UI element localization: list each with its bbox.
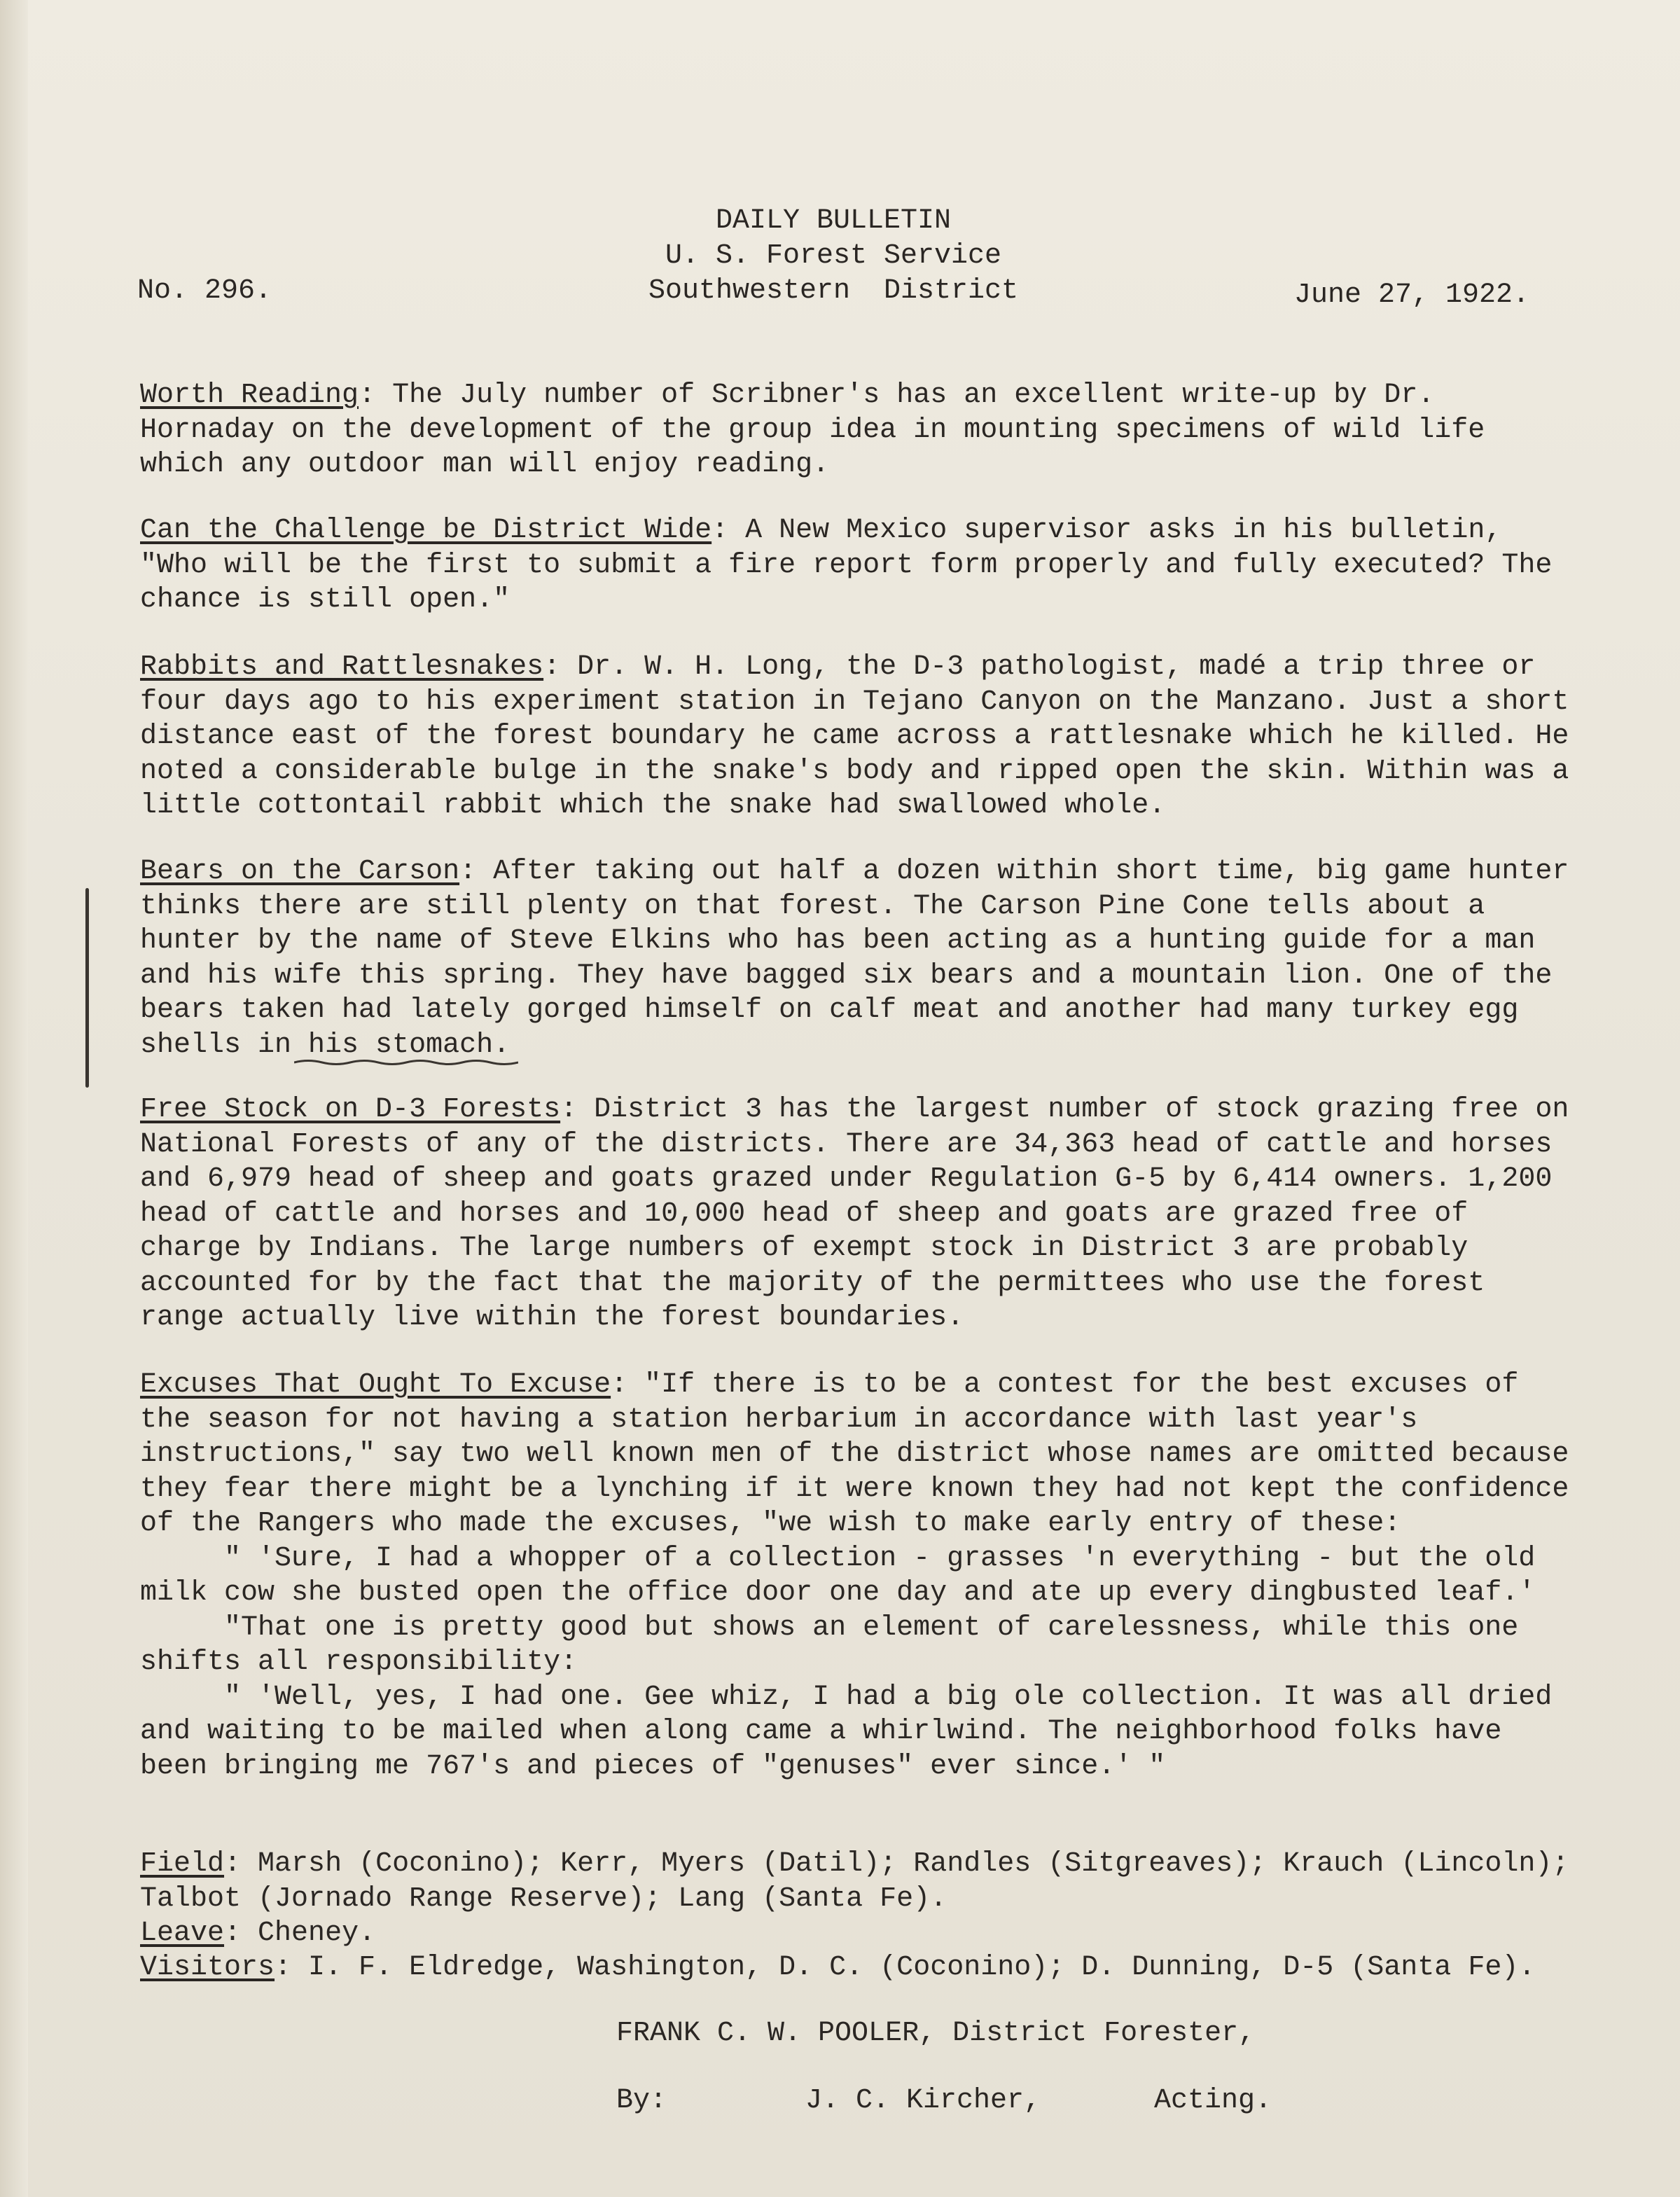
page-edge-shadow bbox=[0, 0, 28, 2197]
visitors-label: Visitors bbox=[140, 1952, 275, 1983]
signature-name: FRANK C. W. POOLER, District Forester, bbox=[616, 2018, 1256, 2049]
excuses-intro: "If there is to be a contest for the best excuses of the season for not having a station herbarium in accordance with last year's instructions," say two well known men of the district whose names are omitted because they fear there might be a lynching if it were known they had not kept the confidence of the Rangers who made the excuses, "we wish to make early entry of these: bbox=[140, 1369, 1569, 1539]
bulletin-title: DAILY BULLETIN bbox=[715, 205, 952, 237]
signature-by: By: bbox=[616, 2085, 667, 2116]
item-text: The July number of Scribner's has an excellent write-up by Dr. Hornaday on the development of the group idea in mounting specimens of wild life which any outdoor man will enjoy reading. bbox=[140, 380, 1485, 480]
item-worth-reading: Worth Reading: The July number of Scribner's has an excellent write-up by Dr. Hornaday on the development of the group idea in mounting specimens of wild life which any outdoor man will enjoy reading. bbox=[140, 380, 1485, 480]
district-name: Southwestern District bbox=[648, 275, 1019, 307]
item-heading: Worth Reading bbox=[140, 380, 359, 411]
item-challenge: Can the Challenge be District Wide: A New Mexico supervisor asks in his bulletin, "Who will be the first to submit a fire report form properly and fully executed? The chance is still open." bbox=[140, 515, 1553, 616]
item-text: Dr. W. H. Long, the D-3 pathologist, madé a trip three or four days ago to his experiment station in Tejano Canyon on the Manzano. Just a short distance east of the forest boundary he came across a rattlesnake which he killed. He noted a considerable bulge in the snake's body and ripped open the skin. Within was a little cottontail rabbit which the snake had swallowed whole. bbox=[140, 651, 1569, 822]
field-line: Field: Marsh (Coconino); Kerr, Myers (Datil); Randles (Sitgreaves); Krauch (Lincoln); Talbot (Jornado Range Reserve); Lang (Santa Fe). bbox=[140, 1848, 1569, 1915]
item-heading: Rabbits and Rattlesnakes bbox=[140, 651, 544, 683]
wavy-underline-mark bbox=[294, 1059, 518, 1066]
item-heading: Free Stock on D-3 Forests bbox=[140, 1094, 561, 1125]
excuses-quote-two: " 'Well, yes, I had one. Gee whiz, I had a big ole collection. It was all dried and waiting to be mailed when along came a whirlwind. The neighborhood folks have been bringing me 767's and pieces of "genuses" ever since.' " bbox=[140, 1681, 1553, 1782]
visitors-text: I. F. Eldredge, Washington, D. C. (Coconino); D. Dunning, D-5 (Santa Fe). bbox=[308, 1952, 1536, 1983]
item-excuses: Excuses That Ought To Excuse: "If there is to be a contest for the best excuses of the season for not having a station herbarium in accordance with last year's instructions," say two well known men of the district whose names are omitted because they fear there might be a lynching if it were known they had not kept the confidence of the Rangers who made the excuses, "we wish to make early entry of these: " 'Sure, I had a whopper of a collection - grasses 'n everything - but the old milk cow she busted open the office door one day and ate up every dingbusted leaf.' "That one is pretty good but shows an element of carelessness, while this one shifts all responsibility: " 'Well, yes, I had one. Gee whiz, I had a big ole collection. It was all dried and waiting to be mailed when along came a whirlwind. The neighborhood folks have been bringing me 767's and pieces of "genuses" ever since.' " bbox=[140, 1368, 1583, 1784]
item-heading: Can the Challenge be District Wide bbox=[140, 515, 712, 546]
item-heading: Bears on the Carson bbox=[140, 856, 460, 887]
bulletin-date: June 27, 1922. bbox=[1294, 279, 1530, 311]
item-text: A New Mexico supervisor asks in his bulletin, "Who will be the first to submit a fire report form properly and fully executed? The chance is still open." bbox=[140, 515, 1553, 616]
item-bears: Bears on the Carson: After taking out half a dozen within short time, big game hunter thinks there are still plenty on that forest. The Carson Pine Cone tells about a hunter by the name of Steve Elkins who has been acting as a hunting guide for a man and his wife this spring. They have bagged six bears and a mountain lion. One of the bears taken had lately gorged himself on calf meat and another had many turkey egg shells in his stomach. bbox=[140, 856, 1569, 1061]
leave-label: Leave bbox=[140, 1918, 225, 1949]
excuses-middle: "That one is pretty good but shows an element of carelessness, while this one shifts all responsibility: bbox=[140, 1612, 1519, 1678]
item-text: District 3 has the largest number of stock grazing free on National Forests of any of the districts. There are 34,363 head of cattle and horses and 6,979 head of sheep and goats grazed under Regulation G-5 by 6,414 owners. 1,200 head of cattle and horses and 10,000 head of sheep and goats are grazed free of charge by Indians. The large numbers of exempt stock in District 3 are probably accounted for by the fact that the majority of the permittees who use the forest range actually live within the forest boundaries. bbox=[140, 1094, 1569, 1333]
field-label: Field bbox=[140, 1848, 225, 1880]
visitors-line: Visitors: I. F. Eldredge, Washington, D. C. (Coconino); D. Dunning, D-5 (Santa Fe). bbox=[140, 1952, 1536, 1983]
excuses-quote-one: " 'Sure, I had a whopper of a collection - grasses 'n everything - but the old milk cow she busted open the office door one day and ate up every dingbusted leaf.' bbox=[140, 1542, 1536, 1609]
leave-text: Cheney. bbox=[258, 1918, 376, 1949]
field-text: Marsh (Coconino); Kerr, Myers (Datil); Randles (Sitgreaves); Krauch (Lincoln); Talbot (Jornado Range Reserve); Lang (Santa Fe). bbox=[140, 1848, 1569, 1915]
item-text: After taking out half a dozen within short time, big game hunter thinks there are still plenty on that forest. The Carson Pine Cone tells about a hunter by the name of Steve Elkins who has been acting as a hunting guide for a man and his wife this spring. They have bagged six bears and a mountain lion. One of the bears taken had lately gorged himself on calf meat and another had many turkey egg shells in his stomach. bbox=[140, 856, 1569, 1061]
signature-acting: Acting. bbox=[1154, 2085, 1272, 2116]
leave-line: Leave: Cheney. bbox=[140, 1918, 376, 1949]
agency-name: U. S. Forest Service bbox=[665, 240, 1002, 272]
item-heading: Excuses That Ought To Excuse bbox=[140, 1369, 611, 1401]
item-rabbits: Rabbits and Rattlesnakes: Dr. W. H. Long, the D-3 pathologist, madé a trip three or four days ago to his experiment station in Tejano Canyon on the Manzano. Just a short distance east of the forest boundary he came across a rattlesnake which he killed. He noted a considerable bulge in the snake's body and ripped open the skin. Within was a little cottontail rabbit which the snake had swallowed whole. bbox=[140, 651, 1569, 822]
margin-pencil-mark bbox=[85, 888, 89, 1088]
bulletin-number: No. 296. bbox=[137, 275, 272, 307]
signature-acting-name: J. C. Kircher, bbox=[805, 2085, 1041, 2116]
item-free-stock: Free Stock on D-3 Forests: District 3 has the largest number of stock grazing free on National Forests of any of the districts. There are 34,363 head of cattle and horses and 6,979 head of sheep and goats grazed under Regulation G-5 by 6,414 owners. 1,200 head of cattle and horses and 10,000 head of sheep and goats are grazed free of charge by Indians. The large numbers of exempt stock in District 3 are probably accounted for by the fact that the majority of the permittees who use the forest range actually live within the forest boundaries. bbox=[140, 1094, 1569, 1333]
